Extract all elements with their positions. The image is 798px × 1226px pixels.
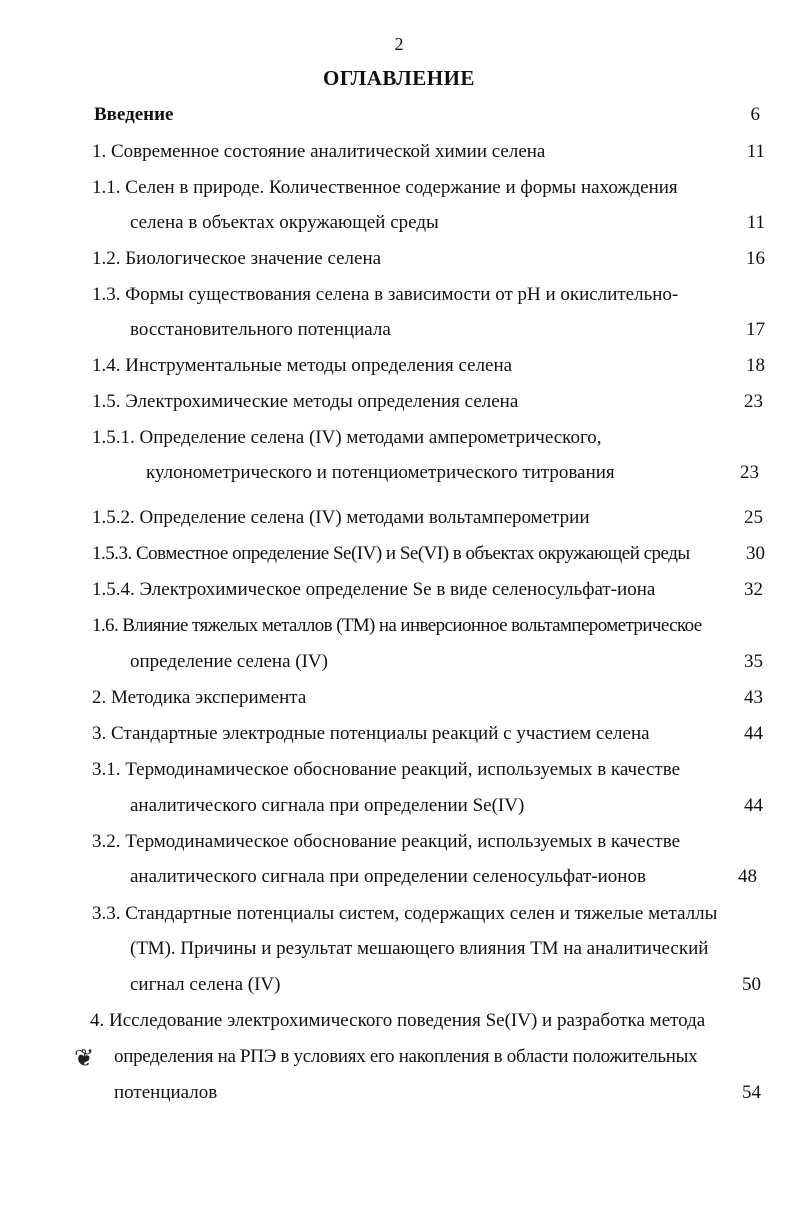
toc-entry-page: 43 bbox=[744, 687, 763, 708]
toc-entry-page: 32 bbox=[744, 579, 763, 600]
toc-entry-page: 50 bbox=[742, 974, 761, 995]
toc-entry-text: определение селена (IV) bbox=[130, 651, 328, 672]
toc-entry-page: 48 bbox=[738, 866, 757, 887]
toc-entry-text: 3.3. Стандартные потенциалы систем, содержащих селен и тяжелые металлы bbox=[92, 903, 718, 924]
toc-entry-text: 3.2. Термодинамическое обоснование реакций, используемых в качестве bbox=[92, 831, 681, 852]
toc-entry-text: 1.5.3. Совместное определение Se(IV) и Se(VI) в объектах окружающей среды bbox=[92, 543, 690, 564]
toc-entry-text: сигнал селена (IV) bbox=[130, 974, 281, 995]
toc-entry-text: 2. Методика эксперимента bbox=[92, 687, 307, 708]
toc-entry-text: определения на РПЭ в условиях его накопления в области положительных bbox=[114, 1046, 698, 1067]
toc-entry-text: аналитического сигнала при определении Se(IV) bbox=[130, 795, 525, 816]
toc-entry-text: 4. Исследование электрохимического поведения Se(IV) и разработка метода bbox=[90, 1010, 706, 1031]
toc-entry-page: 54 bbox=[742, 1082, 761, 1103]
toc-entry-text: аналитического сигнала при определении селеносульфат-ионов bbox=[130, 866, 646, 887]
toc-entry-text: потенциалов bbox=[114, 1082, 218, 1103]
toc-entry-page: 35 bbox=[744, 651, 763, 672]
toc-entry-page: 25 bbox=[744, 507, 763, 528]
toc-entry-page: 18 bbox=[746, 355, 765, 376]
toc-entry-page: 11 bbox=[746, 141, 765, 162]
toc-entry-text: Введение bbox=[94, 104, 174, 125]
toc-entry-page: 44 bbox=[744, 723, 763, 744]
toc-entry-text: кулонометрического и потенциометрического титрования bbox=[146, 462, 615, 483]
page-title: ОГЛАВЛЕНИЕ bbox=[323, 66, 475, 90]
toc-entry-text: 3.1. Термодинамическое обоснование реакций, используемых в качестве bbox=[92, 759, 681, 780]
toc-entry-page: 16 bbox=[746, 248, 765, 269]
toc-entry-text: 1.6. Влияние тяжелых металлов (ТМ) на инверсионное вольтамперометрическое bbox=[92, 615, 702, 636]
toc-entry-text: 1.3. Формы существования селена в зависимости от pH и окислительно- bbox=[92, 284, 679, 305]
toc-entry-text: 1.5.2. Определение селена (IV) методами вольтамперометрии bbox=[92, 507, 590, 528]
toc-entry-text: 1.2. Биологическое значение селена bbox=[92, 248, 382, 269]
toc-entry-text: 1. Современное состояние аналитической химии селена bbox=[92, 141, 546, 162]
toc-entry-page: 44 bbox=[744, 795, 763, 816]
toc-entry-text: 1.1. Селен в природе. Количественное содержание и формы нахождения bbox=[92, 177, 678, 198]
toc-entry-text: 1.4. Инструментальные методы определения селена bbox=[92, 355, 513, 376]
toc-entry-page: 11 bbox=[746, 212, 765, 233]
toc-entry-text: 1.5. Электрохимические методы определения селена bbox=[92, 391, 519, 412]
page-number: 2 bbox=[394, 34, 404, 54]
toc-entry-text: 1.5.1. Определение селена (IV) методами амперометрического, bbox=[92, 427, 602, 448]
toc-entry-text: восстановительного потенциала bbox=[130, 319, 391, 340]
toc-entry-text: 1.5.4. Электрохимическое определение Se в виде селеносульфат-иона bbox=[92, 579, 656, 600]
margin-mark: ❦ bbox=[74, 1046, 95, 1072]
toc-entry-page: 17 bbox=[746, 319, 765, 340]
toc-entry-page: 30 bbox=[746, 543, 765, 564]
toc-entry-page: 23 bbox=[744, 391, 763, 412]
toc-entry-text: селена в объектах окружающей среды bbox=[130, 212, 439, 233]
toc-entry-page: 6 bbox=[750, 104, 760, 125]
toc-entry-text: 3. Стандартные электродные потенциалы реакций с участием селена bbox=[92, 723, 650, 744]
toc-entry-page: 23 bbox=[740, 462, 759, 483]
toc-entry-text: (ТМ). Причины и результат мешающего влияния ТМ на аналитический bbox=[130, 938, 709, 959]
